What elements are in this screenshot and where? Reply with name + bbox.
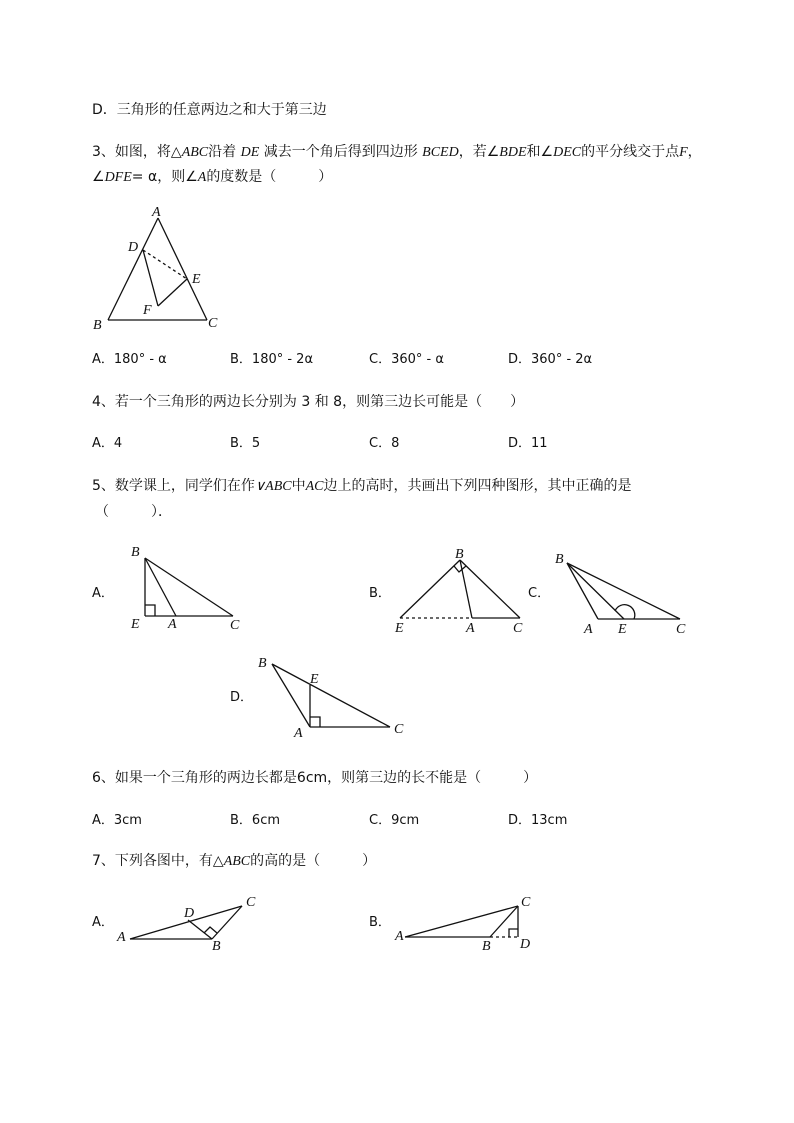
q5a-label-a: A xyxy=(168,617,177,632)
q3-var: BDE xyxy=(499,145,527,160)
q3-text: 的度数是（ ） xyxy=(206,169,333,185)
q7-stem xyxy=(92,852,376,871)
q7b-label-b: B xyxy=(482,939,491,954)
q7-option-b[interactable]: B． xyxy=(369,915,391,930)
q5d-label-c: C xyxy=(394,722,404,737)
q7-var: ABC xyxy=(223,854,251,869)
q3-text: ，若∠ xyxy=(458,144,500,160)
q3-text: ， xyxy=(687,144,702,160)
q4-option-a[interactable]: A．4 xyxy=(92,436,123,451)
q5b-label-c: C xyxy=(513,621,523,636)
q3-var: DFE xyxy=(104,170,132,185)
q5b-label-e: E xyxy=(395,621,404,636)
q3-label-e: E xyxy=(192,272,201,287)
q6-option-d[interactable]: D．13cm xyxy=(508,813,568,828)
q3-option-a[interactable]: A．180° - α xyxy=(92,352,167,367)
q3-label-c: C xyxy=(208,316,218,331)
q3-bisector-df xyxy=(143,250,158,306)
q3-text: 3、如图，将△ xyxy=(92,144,182,160)
q6-stem: 6、如果一个三角形的两边长都是6cm，则第三边的长不能是（ ） xyxy=(92,770,538,786)
q3-var: A xyxy=(197,170,207,185)
q7b-label-a: A xyxy=(395,929,404,944)
q6-option-a[interactable]: A．3cm xyxy=(92,813,142,828)
q3-side-ac xyxy=(158,218,207,320)
q3-label-f: F xyxy=(143,303,152,318)
q4-option-d[interactable]: D．11 xyxy=(508,436,548,451)
q3-label-a: A xyxy=(152,205,161,220)
q5-option-b[interactable]: B． xyxy=(369,586,391,601)
q7-text: 的高的是（ ） xyxy=(250,853,377,869)
q5b-label-b: B xyxy=(455,547,464,562)
q5c-label-a: A xyxy=(584,622,593,637)
q4-stem: 4、若一个三角形的两边长分别为 3 和 8，则第三边长可能是（ ） xyxy=(92,394,525,410)
q4-option-b[interactable]: B．5 xyxy=(230,436,261,451)
q3-var: DE xyxy=(240,145,260,160)
q5-var: AC xyxy=(305,479,324,494)
q3-text: 和∠ xyxy=(526,144,554,160)
q3-text: = α，则∠ xyxy=(131,169,198,185)
q5a-label-c: C xyxy=(230,618,240,633)
q3-text: ∠ xyxy=(92,169,105,185)
q5d-label-e: E xyxy=(310,672,319,687)
q5-var: ∨ABC xyxy=(254,479,292,494)
q7a-label-a: A xyxy=(117,930,126,945)
q5-figure-b xyxy=(400,560,520,618)
q5a-label-b: B xyxy=(131,545,140,560)
q3-var: ABC xyxy=(181,145,209,160)
q3-var: DEC xyxy=(553,145,582,160)
q7a-label-b: B xyxy=(212,939,221,954)
q5-figure-a xyxy=(145,558,233,616)
q3-var: F xyxy=(679,145,688,160)
q3-text: 沿着 xyxy=(208,144,237,160)
q5-figure-c xyxy=(567,563,680,619)
q3-bisector-ef xyxy=(158,279,187,306)
q5-option-a[interactable]: A． xyxy=(92,586,114,601)
q5c-label-c: C xyxy=(676,622,686,637)
q5b-label-a: A xyxy=(466,621,475,636)
q3-option-b[interactable]: B．180° - 2α xyxy=(230,352,314,367)
q5-text: 5、数学课上，同学们在作 xyxy=(92,478,255,494)
q5-stem-line1 xyxy=(92,477,632,496)
q5d-label-a: A xyxy=(294,726,303,741)
q5a-label-e: E xyxy=(131,617,140,632)
q6-option-b[interactable]: B．6cm xyxy=(230,813,281,828)
q5-stem-line2: （ ）． xyxy=(95,504,172,520)
q5-text: 边上的高时，共画出下列四种图形，其中正确的是 xyxy=(323,478,632,494)
q4-option-c[interactable]: C．8 xyxy=(369,436,400,451)
q5d-label-b: B xyxy=(258,656,267,671)
q5-figure-d xyxy=(272,664,390,727)
q3-label-d: D xyxy=(128,240,139,255)
q5-option-c[interactable]: C． xyxy=(528,586,551,601)
q3-label-b: B xyxy=(93,318,102,333)
q5c-label-e: E xyxy=(618,622,627,637)
q7b-label-d: D xyxy=(520,937,531,952)
q6-option-c[interactable]: C．9cm xyxy=(369,813,420,828)
q5-option-d[interactable]: D． xyxy=(230,690,254,705)
q3-text: 的平分线交于点 xyxy=(581,144,680,160)
q7a-label-c: C xyxy=(246,895,256,910)
q2-option-d: D．三角形的任意两边之和大于第三边 xyxy=(92,102,327,118)
q3-text: 减去一个角后得到四边形 xyxy=(263,144,418,160)
q7-figure-b xyxy=(405,906,518,937)
q7b-label-c: C xyxy=(521,895,531,910)
q3-var: BCED xyxy=(422,145,459,160)
q7-text: 7、下列各图中，有△ xyxy=(92,853,224,869)
q3-option-c[interactable]: C．360° - α xyxy=(369,352,444,367)
q3-option-d[interactable]: D．360° - 2α xyxy=(508,352,593,367)
q7a-label-d: D xyxy=(184,906,195,921)
q5-text: 中 xyxy=(291,478,306,494)
q7-option-a[interactable]: A． xyxy=(92,915,114,930)
q5c-label-b: B xyxy=(555,552,564,567)
